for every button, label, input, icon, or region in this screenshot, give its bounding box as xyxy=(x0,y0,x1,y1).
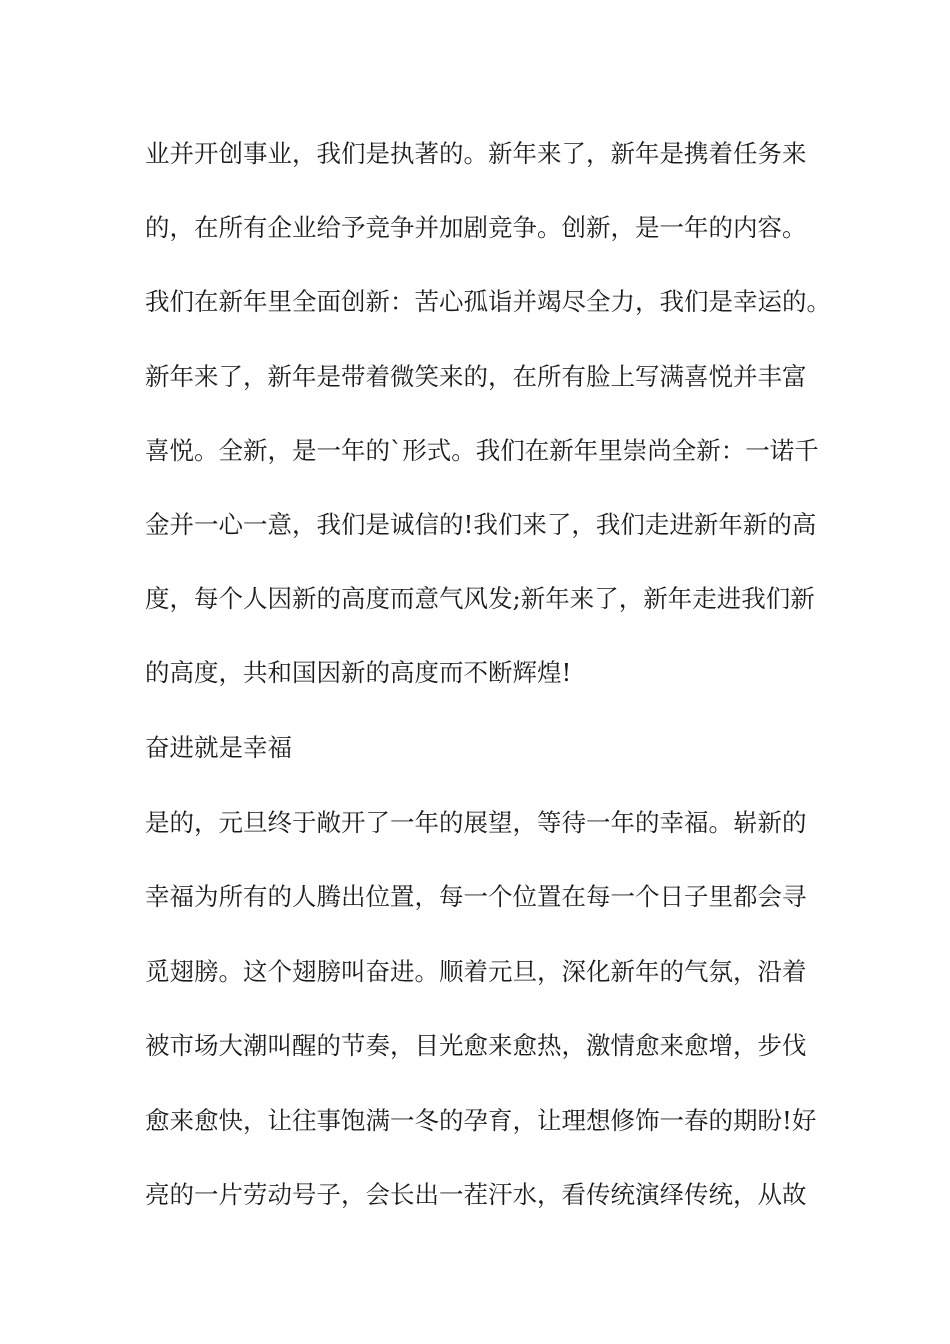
paragraph-2-line-1: 是的，元旦终于敞开了一年的展望，等待一年的幸福。崭新的 xyxy=(145,808,807,837)
paragraph-1-line-1: 业并开创事业，我们是执著的。新年来了，新年是携着任务来 xyxy=(145,139,807,168)
paragraph-2-line-4: 被市场大潮叫醒的节奏，目光愈来愈热，激情愈来愈增，步伐 xyxy=(145,1031,807,1060)
paragraph-1-line-8: 的高度，共和国因新的高度而不断辉煌! xyxy=(145,658,572,687)
paragraph-2-line-5: 愈来愈快，让往事饱满一冬的孕育，让理想修饰一春的期盼!好 xyxy=(145,1106,817,1135)
paragraph-1-line-7: 度，每个人因新的高度而意气风发;新年来了，新年走进我们新 xyxy=(145,584,815,613)
section-heading: 奋进就是幸福 xyxy=(145,733,292,762)
paragraph-1-line-3: 我们在新年里全面创新：苦心孤诣并竭尽全力，我们是幸运的。 xyxy=(145,287,831,316)
paragraph-1-line-6: 金并一心一意，我们是诚信的!我们来了，我们走进新年新的高 xyxy=(145,510,817,539)
paragraph-2-line-6: 亮的一片劳动号子，会长出一茬汗水，看传统演绎传统，从故 xyxy=(145,1180,807,1209)
paragraph-1-line-5: 喜悦。全新，是一年的`形式。我们在新年里崇尚全新：一诺千 xyxy=(145,436,819,465)
paragraph-2-line-3: 觅翅膀。这个翅膀叫奋进。顺着元旦，深化新年的气氛，沿着 xyxy=(145,957,807,986)
paragraph-1-line-2: 的，在所有企业给予竞争并加剧竞争。创新，是一年的内容。 xyxy=(145,213,807,242)
paragraph-2-line-2: 幸福为所有的人腾出位置，每一个位置在每一个日子里都会寻 xyxy=(145,882,807,911)
paragraph-1-line-4: 新年来了，新年是带着微笑来的，在所有脸上写满喜悦并丰富 xyxy=(145,362,807,391)
